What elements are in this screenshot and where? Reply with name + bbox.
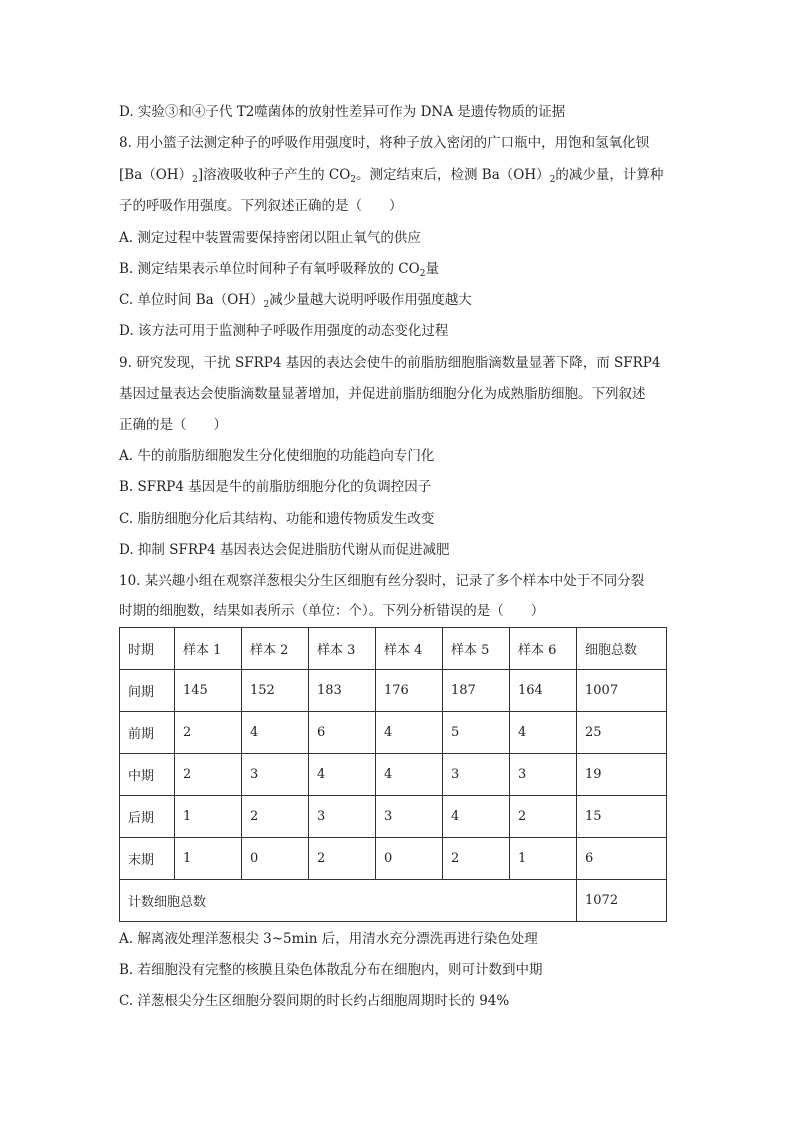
table-cell: 152: [242, 670, 309, 712]
table-header-cell: 样本 6: [510, 628, 577, 670]
table-cell: 4: [376, 754, 443, 796]
table-header-row: [120, 628, 667, 670]
table-cell: 间期: [120, 670, 175, 712]
table-cell: 2: [242, 796, 309, 838]
table-cell: 中期: [120, 754, 175, 796]
table-cell: 1: [175, 838, 242, 880]
table-cell: 4: [510, 712, 577, 754]
q7-option-d: D. 实验③和④子代 T2噬菌体的放射性差异可作为 DNA 是遗传物质的证据: [119, 104, 566, 120]
table-header-cell: 样本 3: [309, 628, 376, 670]
table-cell: 2: [510, 796, 577, 838]
table-cell: 4: [309, 754, 376, 796]
table-cell: 19: [577, 754, 667, 796]
table-row: [120, 838, 667, 880]
table-total-row: [120, 880, 667, 922]
q8-stem-line-3: 子的呼吸作用强度。下列叙述正确的是（ ）: [119, 198, 403, 214]
table-cell: 164: [510, 670, 577, 712]
q9-option-d: D. 抑制 SFRP4 基因表达会促进脂肪代谢从而促进减肥: [119, 542, 450, 558]
table-cell: 176: [376, 670, 443, 712]
table-header-cell: 样本 1: [175, 628, 242, 670]
table-cell: 3: [510, 754, 577, 796]
total-label-cell: 计数细胞总数: [120, 880, 577, 922]
table-header-cell: 样本 2: [242, 628, 309, 670]
table-cell: 前期: [120, 712, 175, 754]
q8-stem-line-1: 8. 用小篮子法测定种子的呼吸作用强度时，将种子放入密闭的广口瓶中，用饱和氢氧化钡: [119, 135, 650, 151]
q8-option-b: B. 测定结果表示单位时间种子有氧呼吸释放的 $CO_2$量: [119, 261, 439, 279]
table-cell: 末期: [120, 838, 175, 880]
q10-stem-line-1: 10. 某兴趣小组在观察洋葱根尖分生区细胞有丝分裂时，记录了多个样本中处于不同分裂: [119, 573, 645, 589]
table-row: [120, 754, 667, 796]
q9-option-a: A. 牛的前脂肪细胞发生分化使细胞的功能趋向专门化: [119, 448, 435, 464]
cell-count-table: [119, 627, 667, 922]
table-header-cell: 细胞总数: [577, 628, 667, 670]
table-cell: 25: [577, 712, 667, 754]
table-cell: 3: [376, 796, 443, 838]
table-cell: 15: [577, 796, 667, 838]
q9-option-b: B. SFRP4 基因是牛的前脂肪细胞分化的负调控因子: [119, 479, 432, 495]
table-cell: 0: [242, 838, 309, 880]
q8-option-c: C. 单位时间 $Ba(OH)_2$减少量越大说明呼吸作用强度越大: [119, 292, 472, 310]
table-cell: 6: [577, 838, 667, 880]
table-cell: 1: [175, 796, 242, 838]
table-cell: 3: [309, 796, 376, 838]
table-cell: 5: [443, 712, 510, 754]
table-cell: 4: [242, 712, 309, 754]
table-cell: 0: [376, 838, 443, 880]
total-value-cell: 1072: [577, 880, 667, 922]
table-cell: 2: [175, 754, 242, 796]
table-cell: 2: [175, 712, 242, 754]
table-cell: 183: [309, 670, 376, 712]
q8-stem-line-2: $[Ba(OH)_2]$溶液吸收种子产生的 $CO_2$。测定结束后，检测 $Ba(OH)_2$的减少量，计算种: [119, 167, 664, 185]
q10-stem-line-2: 时期的细胞数，结果如表所示（单位：个）。下列分析错误的是（ ）: [119, 603, 545, 619]
q9-stem-line-3: 正确的是（ ）: [119, 417, 227, 433]
table-cell: 3: [242, 754, 309, 796]
table-header-cell: 样本 4: [376, 628, 443, 670]
table-cell: 4: [376, 712, 443, 754]
q9-option-c: C. 脂肪细胞分化后其结构、功能和遗传物质发生改变: [119, 511, 435, 527]
q8-option-d: D. 该方法可用于监测种子呼吸作用强度的动态变化过程: [119, 323, 449, 339]
table-cell: 145: [175, 670, 242, 712]
table-cell: 1007: [577, 670, 667, 712]
q10-option-a: A. 解离液处理洋葱根尖 3~5min 后，用清水充分漂洗再进行染色处理: [119, 931, 538, 947]
table-cell: 6: [309, 712, 376, 754]
table-cell: 后期: [120, 796, 175, 838]
table-cell: 4: [443, 796, 510, 838]
table-cell: 2: [443, 838, 510, 880]
q10-option-c: C. 洋葱根尖分生区细胞分裂间期的时长约占细胞周期时长的 94%: [119, 993, 510, 1009]
table-cell: 3: [443, 754, 510, 796]
q10-option-b: B. 若细胞没有完整的核膜且染色体散乱分布在细胞内，则可计数到中期: [119, 962, 543, 978]
q9-stem-line-2: 基因过量表达会使脂滴数量显著增加，并促进前脂肪细胞分化为成熟脂肪细胞。下列叙述: [119, 386, 646, 402]
table-row: [120, 712, 667, 754]
table-header-cell: 时期: [120, 628, 175, 670]
table-row: [120, 670, 667, 712]
table-row: [120, 796, 667, 838]
table-cell: 1: [510, 838, 577, 880]
table-cell: 187: [443, 670, 510, 712]
q9-stem-line-1: 9. 研究发现，干扰 SFRP4 基因的表达会使牛的前脂肪细胞脂滴数量显著下降，而 SFRP4: [119, 355, 661, 371]
table-cell: 2: [309, 838, 376, 880]
table-header-cell: 样本 5: [443, 628, 510, 670]
q8-option-a: A. 测定过程中装置需要保持密闭以阻止氧气的供应: [119, 230, 421, 246]
